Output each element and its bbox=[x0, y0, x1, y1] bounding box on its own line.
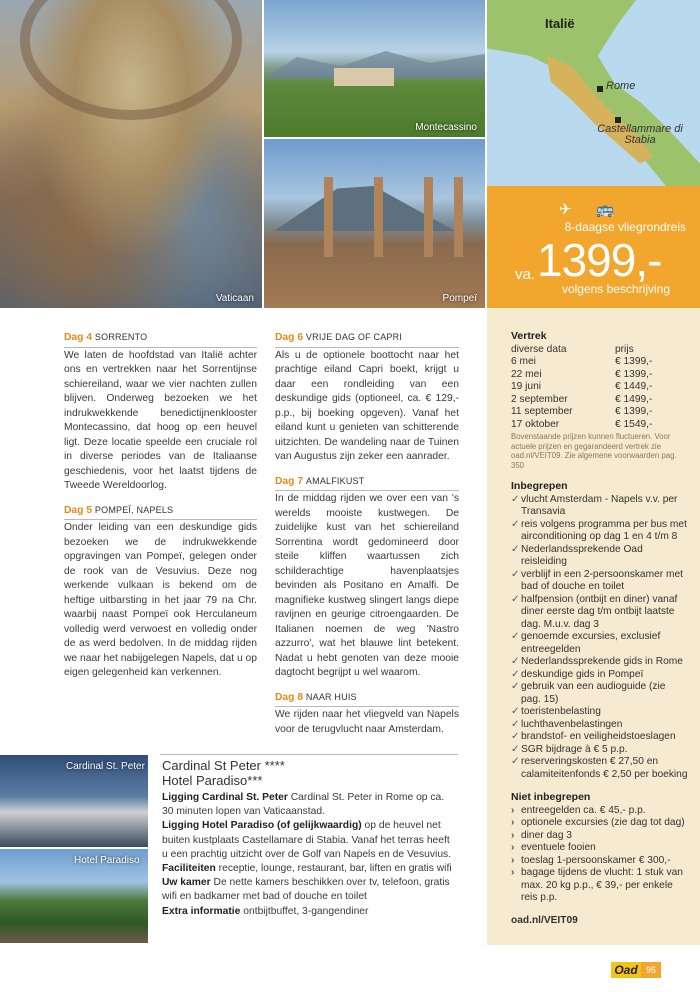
list-item bbox=[511, 805, 688, 818]
hotel-item-text: op de heuvel net buiten kustplaats Castellamare di Stabia. Vanaf het terras heeft u een prachtig uitzicht over de Golf van Napels en de Vesuvius. bbox=[162, 820, 452, 860]
chevron-right-icon: › bbox=[511, 867, 515, 879]
hotel-item bbox=[162, 791, 458, 819]
check-icon: ✓ bbox=[511, 518, 520, 530]
departure-row bbox=[511, 369, 688, 382]
day-heading bbox=[64, 330, 257, 348]
day-text: Als u de optionele boottocht naar het prachtige eiland Capri boekt, krijgt u daar een rondleiding van een deskundige gids (optioneel, ca. € 129,- p.p., bij boeking opgeven). Vanaf het eiland kunt u genieten van schitterende uitzichten. De wandeling naar de Tuinen van Augustus zijn zeker een aanrader. bbox=[275, 349, 459, 462]
hotel-item bbox=[162, 905, 458, 919]
chevron-right-icon: › bbox=[511, 804, 515, 816]
list-item bbox=[511, 719, 688, 732]
list-item-text: reserveringskosten € 27,50 en calamiteitenfonds € 2,50 per boeking bbox=[521, 756, 688, 780]
list-item-text: reis volgens programma per bus met airconditioning op dag 1 en 4 t/m 8 bbox=[521, 518, 687, 543]
section-divider bbox=[160, 754, 458, 755]
day-block bbox=[275, 690, 459, 738]
list-item-text: gebruik van een audioguide (zie pag. 15) bbox=[521, 681, 666, 705]
list-item-text: genoemde excursies, exclusief entreegelden bbox=[521, 631, 661, 655]
day-place: POMPEÏ, NAPELS bbox=[94, 504, 174, 515]
departure-row bbox=[511, 356, 688, 369]
itinerary-column-1 bbox=[64, 330, 257, 690]
hotel-item-text: ontbijtbuffet, 3-gangendiner bbox=[240, 905, 369, 917]
day-place: VRIJE DAG OF CAPRI bbox=[305, 332, 403, 342]
list-item-text: Nederlandssprekende Oad reisleiding bbox=[521, 543, 643, 568]
hotel-item-label: Faciliteiten bbox=[162, 863, 216, 875]
check-icon: ✓ bbox=[511, 568, 520, 580]
departure-price: € 1499,- bbox=[615, 393, 653, 405]
photo-vaticaan bbox=[0, 0, 262, 308]
website-link[interactable]: oad.nl/VEIT09 bbox=[511, 914, 578, 926]
departure-date: 2 september bbox=[511, 393, 568, 405]
hotel-info bbox=[162, 758, 458, 919]
departure-date: 11 september bbox=[511, 406, 573, 417]
hotel-item-label: Ligging Hotel Paradiso (of gelijkwaardig) bbox=[162, 820, 362, 832]
list-item bbox=[511, 669, 688, 682]
check-icon: ✓ bbox=[511, 706, 520, 718]
hotel-item-label: Uw kamer bbox=[162, 877, 211, 889]
day-text: We rijden naar het vliegveld van Napels voor de terugvlucht naar Amsterdam. bbox=[275, 709, 459, 735]
hotel-names bbox=[162, 758, 458, 788]
departure-price: € 1399,- bbox=[615, 406, 653, 417]
day-number: Dag 7 bbox=[275, 475, 304, 487]
list-item bbox=[511, 519, 688, 544]
departures-title: Vertrek bbox=[511, 330, 547, 342]
departure-list bbox=[511, 356, 688, 431]
map-italy bbox=[487, 0, 700, 186]
check-icon: ✓ bbox=[511, 731, 520, 743]
departure-header bbox=[511, 344, 688, 357]
day-heading bbox=[275, 690, 459, 708]
hotel-item bbox=[162, 819, 458, 862]
day-place: SORRENTO bbox=[94, 332, 148, 342]
list-item bbox=[511, 756, 688, 781]
day-number: Dag 5 bbox=[64, 504, 93, 516]
hotel-item-text: Cardinal St. Peter in Rome op ca. 30 minuten lopen van Vaticaanstad. bbox=[162, 792, 445, 818]
itinerary-column-2 bbox=[275, 330, 459, 746]
map-label-rome: Rome bbox=[606, 80, 636, 92]
chevron-right-icon: › bbox=[511, 817, 515, 829]
oad-logo: Oad bbox=[611, 962, 641, 978]
check-icon: ✓ bbox=[511, 593, 520, 605]
caption-pompei: Pompeï bbox=[442, 293, 477, 304]
list-item-text: deskundige gids in Pompeï bbox=[521, 668, 644, 680]
day-heading bbox=[275, 330, 459, 348]
day-block bbox=[64, 330, 257, 494]
day-number: Dag 8 bbox=[275, 691, 304, 703]
day-text: In de middag rijden we over een van 's werelds mooiste kustwegen. De zuidelijke kust van het schiereiland Sorrentina wordt gedomineerd door steile kliffen waartussen zich schilderachtige havenplaatsjes bevinden als Positano en Amalfi. De magnifieke kustweg slingert langs diepe ravijnen en geurige citroengaarden. De Italianen noemen de weg 'Nastro azzurro', wat het blauwe lint betekent. Nadat u hebt genoten van deze mooie dagtocht begrijpt u wel waarom. bbox=[275, 493, 459, 678]
list-item bbox=[511, 681, 688, 706]
included-title: Inbegrepen bbox=[511, 480, 568, 493]
day-block bbox=[64, 503, 257, 681]
hotel-item-text: De nette kamers beschikken over tv, telefoon, gratis wifi en badkamer met bad of douche en toilet bbox=[162, 877, 450, 903]
price-box bbox=[487, 186, 700, 308]
excluded-list bbox=[511, 805, 688, 905]
list-item-text: toeristenbelasting bbox=[521, 706, 601, 718]
price-note: Bovenstaande prijzen kunnen fluctueren. Voor actuele prijzen en gegarandeerd vertrek zie oad.nl/VEIT09. Zie algemene voorwaarden pag. 350 bbox=[511, 432, 677, 470]
check-icon: ✓ bbox=[511, 543, 520, 555]
chevron-right-icon: › bbox=[511, 842, 515, 854]
day-place: NAAR HUIS bbox=[305, 691, 357, 702]
departure-date: 22 mei bbox=[511, 368, 542, 380]
photo-pompei bbox=[264, 139, 485, 308]
caption-vaticaan: Vaticaan bbox=[215, 293, 254, 304]
day-heading bbox=[275, 474, 459, 492]
price-amount: 1399,- bbox=[537, 234, 662, 286]
day-block bbox=[275, 330, 459, 465]
list-item-text: Nederlandssprekende gids in Rome bbox=[521, 656, 683, 668]
excluded-title: Niet inbegrepen bbox=[511, 791, 591, 804]
departure-price: € 1549,- bbox=[615, 418, 653, 430]
list-item-text: diner dag 3 bbox=[521, 829, 572, 841]
list-item-text: toeslag 1-persoonskamer € 300,- bbox=[521, 854, 671, 866]
check-icon: ✓ bbox=[511, 718, 520, 730]
hotel-name: Hotel Paradiso*** bbox=[162, 773, 263, 788]
list-item-text: luchthavenbelastingen bbox=[521, 718, 623, 730]
list-item bbox=[511, 631, 688, 656]
photo-hotel-paradiso bbox=[0, 849, 148, 943]
hotel-name: Cardinal St Peter **** bbox=[162, 758, 285, 773]
list-item bbox=[511, 656, 688, 669]
list-item bbox=[511, 867, 688, 905]
day-number: Dag 4 bbox=[64, 332, 93, 343]
caption-cardinal: Cardinal St. Peter bbox=[66, 761, 145, 772]
list-item-text: vlucht Amsterdam - Napels v.v. per Transavia bbox=[521, 493, 678, 518]
list-item bbox=[511, 706, 688, 719]
day-heading bbox=[64, 503, 257, 521]
departure-row bbox=[511, 394, 688, 407]
caption-paradiso: Hotel Paradiso bbox=[74, 855, 140, 866]
day-number: Dag 6 bbox=[275, 332, 304, 343]
hotel-item-label: Extra informatie bbox=[162, 905, 241, 917]
departure-row bbox=[511, 419, 688, 432]
departure-col-price: prijs bbox=[615, 343, 634, 355]
list-item bbox=[511, 744, 688, 757]
list-item bbox=[511, 842, 688, 855]
check-icon: ✓ bbox=[511, 756, 520, 768]
check-icon: ✓ bbox=[511, 681, 520, 693]
departure-col-date: diverse data bbox=[511, 343, 567, 355]
list-item-text: entreegelden ca. € 45,- p.p. bbox=[521, 804, 646, 816]
price-va: va. bbox=[515, 266, 536, 283]
photo-montecassino bbox=[264, 0, 485, 137]
map-label-country: Italië bbox=[545, 16, 575, 31]
check-icon: ✓ bbox=[511, 743, 520, 755]
departure-date: 19 juni bbox=[511, 381, 542, 392]
check-icon: ✓ bbox=[511, 668, 520, 680]
list-item-text: verblijf in een 2-persoonskamer met bad of douche en toilet bbox=[521, 568, 683, 593]
chevron-right-icon: › bbox=[511, 829, 515, 841]
map-marker-rome bbox=[597, 86, 603, 92]
list-item-text: bagage tijdens de vlucht: 1 stuk van max. 20 kg p.p., € 39,- per enkele reis p.p. bbox=[521, 867, 683, 904]
list-item bbox=[511, 594, 688, 632]
list-item bbox=[511, 830, 688, 843]
departure-row bbox=[511, 381, 688, 394]
hotel-item bbox=[162, 862, 458, 876]
departure-price: € 1399,- bbox=[615, 356, 653, 367]
list-item bbox=[511, 817, 688, 830]
list-item-text: optionele excursies (zie dag tot dag) bbox=[521, 817, 685, 829]
list-item bbox=[511, 544, 688, 569]
list-item-text: eventuele fooien bbox=[521, 842, 596, 854]
list-item bbox=[511, 855, 688, 868]
check-icon: ✓ bbox=[511, 631, 520, 643]
sidebar-info bbox=[487, 308, 700, 945]
list-item-text: brandstof- en veiligheidstoeslagen bbox=[521, 731, 676, 743]
hotel-item-label: Ligging Cardinal St. Peter bbox=[162, 792, 288, 803]
list-item bbox=[511, 569, 688, 594]
hotel-item bbox=[162, 876, 458, 904]
departure-date: 6 mei bbox=[511, 356, 536, 367]
plane-bus-icon: ✈ 🚌 bbox=[559, 201, 625, 218]
day-text: Onder leiding van een deskundige gids bezoeken we de indrukwekkende opgravingen van Pompeï, gelegen onder de rook van de Vesuvius. Deze nog werkende vulkaan is bekend om de heftige uitbarsting in het jaar 79 na Chr. waarbij naast Pompeï ook Herculaneum volledig werd verwoest en volledig onder de as werd bedolven. In de middag rijden we naar het nabijgelegen Napels, dat u op eigen gelegenheid kan verkennen. bbox=[64, 522, 257, 678]
check-icon: ✓ bbox=[511, 656, 520, 668]
check-icon: ✓ bbox=[511, 493, 520, 505]
caption-montecassino: Montecassino bbox=[415, 122, 477, 133]
trip-subtitle: 8-daagse vliegrondreis bbox=[564, 220, 686, 234]
hotel-item-text: receptie, lounge, restaurant, bar, liften en gratis wifi bbox=[215, 863, 452, 875]
list-item-text: SGR bijdrage à € 5 p.p. bbox=[521, 743, 628, 755]
day-block bbox=[275, 474, 459, 681]
included-list bbox=[511, 494, 688, 782]
list-item-text: halfpension (ontbijt en diner) vanaf diner eerste dag t/m ontbijt laatste dag. M.u.v. dag 3 bbox=[521, 593, 678, 630]
departure-row bbox=[511, 406, 688, 419]
photo-cardinal-st-peter bbox=[0, 755, 148, 847]
departure-price: € 1449,- bbox=[615, 381, 653, 392]
list-item bbox=[511, 731, 688, 744]
day-text: We laten de hoofdstad van Italië achter ons en vertrekken naar het Sorrentijnse schiereiland, waar we vier nachten zullen blijven. Onderweg bezoeken we het indrukwekkende benedictijnenklooster Montecassino, dat hoog op een heuvel ligt. Deze locatie speelde een cruciale rol in diverse periodes van de Italiaanse geschiedenis, voor het laatst tijdens de Tweede Wereldoorlog. bbox=[64, 349, 257, 491]
day-place: AMALFIKUST bbox=[305, 475, 365, 486]
list-item bbox=[511, 494, 688, 519]
departure-date: 17 oktober bbox=[511, 418, 560, 430]
price-desc: volgens beschrijving bbox=[561, 282, 670, 296]
map-label-castellammare: Castellammare di Stabia bbox=[597, 123, 683, 146]
page-number: 95 bbox=[641, 962, 661, 978]
departure-price: € 1399,- bbox=[615, 368, 653, 380]
chevron-right-icon: › bbox=[511, 854, 515, 866]
